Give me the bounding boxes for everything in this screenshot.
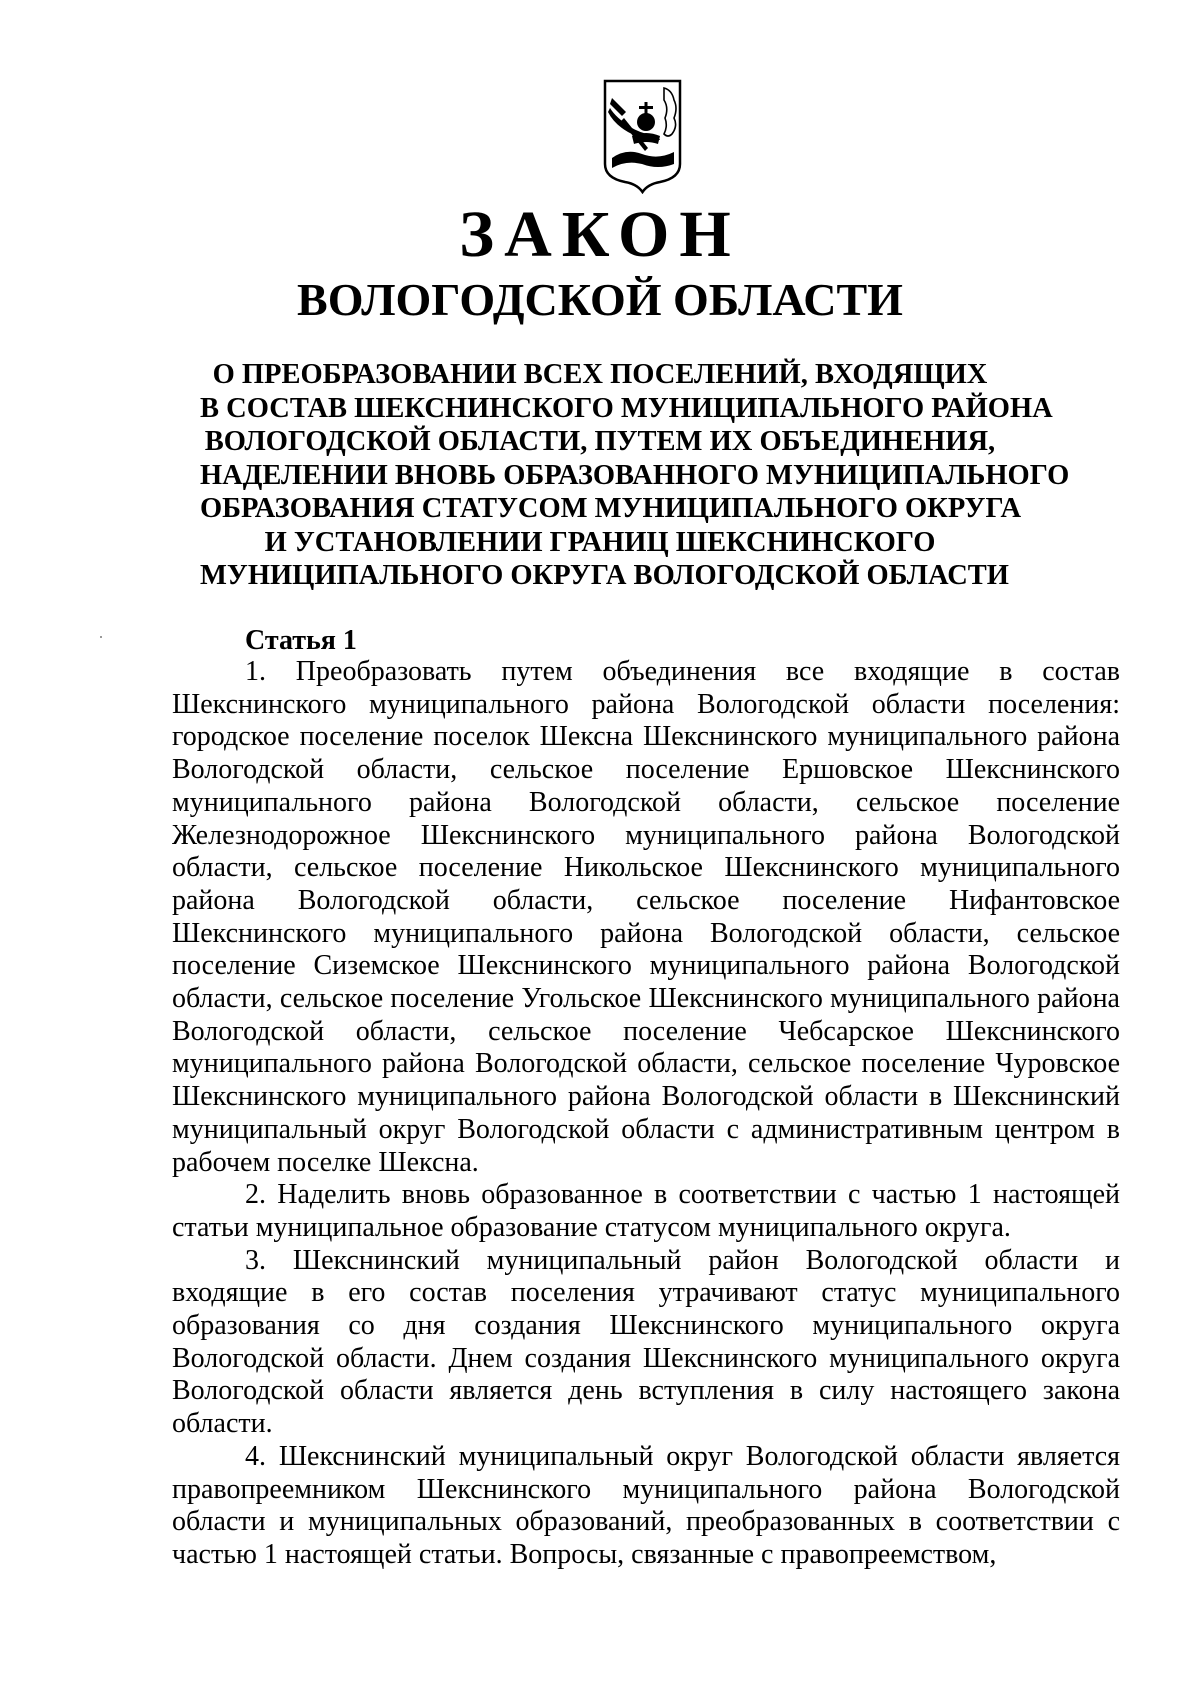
law-heading-line: ОБРАЗОВАНИЯ СТАТУСОМ МУНИЦИПАЛЬНОГО ОКРУГА [200, 493, 1022, 524]
article-paragraph: 1. Преобразовать путем объединения все входящие в состав Шекснинского муниципального района Вологодской области поселения: городское поселение поселок Шексна Шекснинского муниципального района Вологодской области, сельское поселение Ершовское Шекснинского муниципального района Вологодской области, сельское поселение Железнодорожное Шекснинского муниципального района Вологодской области, сельское поселение Никольское Шекснинского муниципального района Вологодской области, сельское поселение Нифантовское Шекснинского муниципального района Вологодской области, сельское поселение Сиземское Шекснинского муниципального района Вологодской области, сельское поселение Угольское Шекснинского муниципального района Вологодской области, сельское поселение Чебсарское Шекснинского муниципального района Вологодской области, сельское поселение Чуровское Шекснинского муниципального района Вологодской области в Шекснинский муниципальный округ Вологодской области с административным центром в рабочем поселке Шексна. [172, 656, 1120, 1178]
law-heading-line: И УСТАНОВЛЕНИИ ГРАНИЦ ШЕКСНИНСКОГО [264, 526, 936, 558]
document-subtitle: ВОЛОГОДСКОЙ ОБЛАСТИ [297, 274, 903, 325]
article-title: Статья 1 [245, 625, 357, 656]
document-title: ЗАКОН [459, 198, 741, 271]
margin-mark [100, 636, 102, 638]
law-heading [200, 358, 1070, 593]
law-heading-line: НАДЕЛЕНИИ ВНОВЬ ОБРАЗОВАННОГО МУНИЦИПАЛЬНОГО [200, 459, 1070, 491]
article-paragraph: 4. Шекснинский муниципальный округ Вологодской области является правопреемником Шекснинского муниципального района Вологодской области и муниципальных образований, преобразованных в соответствии с частью 1 настоящей статьи. Вопросы, связанные с правопреемством, [172, 1440, 1120, 1570]
article-paragraph: 2. Наделить вновь образованное в соответствии с частью 1 настоящей статьи муниципальное образование статусом муниципального округа. [172, 1179, 1120, 1243]
law-heading-line: В СОСТАВ ШЕКСНИНСКОГО МУНИЦИПАЛЬНОГО РАЙОНА [200, 392, 1053, 424]
article-body [172, 656, 1120, 1572]
law-heading-line: О ПРЕОБРАЗОВАНИИ ВСЕХ ПОСЕЛЕНИЙ, ВХОДЯЩИХ [212, 359, 988, 390]
vologda-coat-of-arms-icon [602, 78, 683, 194]
article-paragraph: 3. Шекснинский муниципальный район Вологодской области и входящие в его состав поселения утрачивают статус муниципального образования со дня создания Шекснинского муниципального округа Вологодской области. Днем создания Шекснинского муниципального округа Вологодской области является день вступления в силу настоящего закона области. [172, 1244, 1120, 1440]
law-heading-line: МУНИЦИПАЛЬНОГО ОКРУГА ВОЛОГОДСКОЙ ОБЛАСТИ [200, 560, 1009, 591]
law-heading-line: ВОЛОГОДСКОЙ ОБЛАСТИ, ПУТЕМ ИХ ОБЪЕДИНЕНИЯ, [204, 426, 996, 457]
